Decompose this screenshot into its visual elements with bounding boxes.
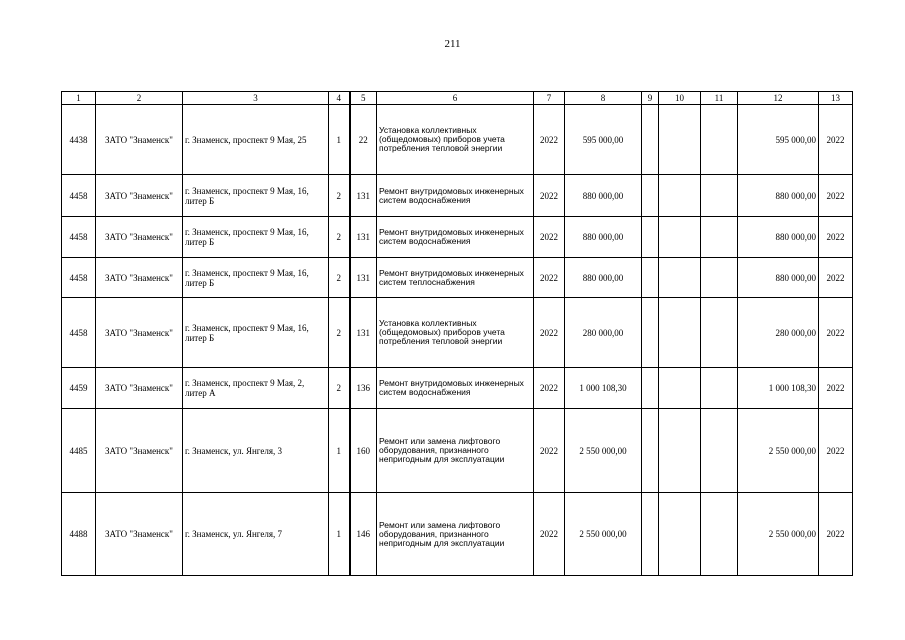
cell-number: 4458 — [62, 175, 96, 217]
table-row — [62, 258, 853, 298]
col-header: 3 — [183, 92, 329, 105]
cell-address: г. Знаменск, ул. Янгеля, 3 — [183, 409, 329, 493]
cell-address: г. Знаменск, проспект 9 Мая, 2, литер А — [183, 368, 329, 409]
cell-number: 4488 — [62, 493, 96, 576]
cell-col9 — [642, 175, 659, 217]
cell-municipality: ЗАТО "Знаменск" — [96, 175, 183, 217]
cell-year: 2022 — [534, 493, 565, 576]
cell-municipality: ЗАТО "Знаменск" — [96, 105, 183, 175]
cell-col4: 1 — [329, 105, 350, 175]
cell-col10 — [659, 175, 701, 217]
col-header: 11 — [701, 92, 738, 105]
cell-work-type: Ремонт или замена лифтового оборудования, признанного непригодным для эксплуатации — [377, 493, 534, 576]
cell-total: 880 000,00 — [738, 217, 819, 258]
cell-municipality: ЗАТО "Знаменск" — [96, 368, 183, 409]
cell-col5: 131 — [350, 298, 377, 368]
cell-number: 4458 — [62, 217, 96, 258]
cell-work-type: Установка коллективных (общедомовых) приборов учета потребления тепловой энергии — [377, 105, 534, 175]
cell-col11 — [701, 258, 738, 298]
cell-year: 2022 — [534, 175, 565, 217]
table-row — [62, 217, 853, 258]
cell-col10 — [659, 217, 701, 258]
cell-col4: 1 — [329, 409, 350, 493]
cell-total: 595 000,00 — [738, 105, 819, 175]
table-row — [62, 409, 853, 493]
table-row — [62, 298, 853, 368]
cell-col5: 131 — [350, 217, 377, 258]
table-row — [62, 105, 853, 175]
cell-year: 2022 — [534, 409, 565, 493]
cell-col4: 2 — [329, 368, 350, 409]
cell-work-type: Ремонт внутридомовых инженерных систем теплоснабжения — [377, 258, 534, 298]
cell-total: 1 000 108,30 — [738, 368, 819, 409]
cell-number: 4438 — [62, 105, 96, 175]
col-header: 9 — [642, 92, 659, 105]
col-header: 7 — [534, 92, 565, 105]
cell-year: 2022 — [534, 217, 565, 258]
cell-end-year: 2022 — [819, 105, 853, 175]
cell-number: 4458 — [62, 258, 96, 298]
cell-municipality: ЗАТО "Знаменск" — [96, 409, 183, 493]
cell-address: г. Знаменск, проспект 9 Мая, 16, литер Б — [183, 258, 329, 298]
cell-address: г. Знаменск, проспект 9 Мая, 16, литер Б — [183, 175, 329, 217]
cell-col9 — [642, 258, 659, 298]
cell-work-type: Ремонт внутридомовых инженерных систем водоснабжения — [377, 175, 534, 217]
cell-municipality: ЗАТО "Знаменск" — [96, 298, 183, 368]
cell-total: 2 550 000,00 — [738, 409, 819, 493]
cell-end-year: 2022 — [819, 258, 853, 298]
cell-year: 2022 — [534, 258, 565, 298]
col-header: 2 — [96, 92, 183, 105]
cell-col4: 2 — [329, 175, 350, 217]
col-header: 4 — [329, 92, 350, 105]
cell-end-year: 2022 — [819, 493, 853, 576]
cell-address: г. Знаменск, проспект 9 Мая, 25 — [183, 105, 329, 175]
cell-address: г. Знаменск, проспект 9 Мая, 16, литер Б — [183, 298, 329, 368]
cell-col4: 2 — [329, 217, 350, 258]
cell-municipality: ЗАТО "Знаменск" — [96, 493, 183, 576]
cell-cost: 2 550 000,00 — [565, 409, 642, 493]
cell-municipality: ЗАТО "Знаменск" — [96, 258, 183, 298]
cell-col11 — [701, 217, 738, 258]
cell-col10 — [659, 105, 701, 175]
cell-col9 — [642, 368, 659, 409]
cell-col11 — [701, 409, 738, 493]
cell-total: 2 550 000,00 — [738, 493, 819, 576]
col-header: 5 — [350, 92, 377, 105]
page-number: 211 — [444, 38, 461, 50]
cell-total: 280 000,00 — [738, 298, 819, 368]
cell-number: 4459 — [62, 368, 96, 409]
cell-cost: 880 000,00 — [565, 217, 642, 258]
cell-year: 2022 — [534, 368, 565, 409]
cell-address: г. Знаменск, ул. Янгеля, 7 — [183, 493, 329, 576]
cell-col4: 2 — [329, 258, 350, 298]
cell-col5: 136 — [350, 368, 377, 409]
cell-col10 — [659, 298, 701, 368]
table-row — [62, 493, 853, 576]
cell-col10 — [659, 258, 701, 298]
cell-col9 — [642, 105, 659, 175]
cell-cost: 280 000,00 — [565, 298, 642, 368]
table-row — [62, 175, 853, 217]
col-header: 1 — [62, 92, 96, 105]
cell-col11 — [701, 105, 738, 175]
cell-cost: 595 000,00 — [565, 105, 642, 175]
cell-number: 4485 — [62, 409, 96, 493]
cell-cost: 1 000 108,30 — [565, 368, 642, 409]
cell-municipality: ЗАТО "Знаменск" — [96, 217, 183, 258]
cell-total: 880 000,00 — [738, 175, 819, 217]
cell-work-type: Ремонт или замена лифтового оборудования, признанного непригодным для эксплуатации — [377, 409, 534, 493]
cell-work-type: Ремонт внутридомовых инженерных систем водоснабжения — [377, 368, 534, 409]
cell-end-year: 2022 — [819, 298, 853, 368]
table-row — [62, 368, 853, 409]
cell-end-year: 2022 — [819, 409, 853, 493]
cell-col11 — [701, 298, 738, 368]
cell-col11 — [701, 175, 738, 217]
cell-work-type: Ремонт внутридомовых инженерных систем водоснабжения — [377, 217, 534, 258]
cell-col10 — [659, 409, 701, 493]
cell-cost: 880 000,00 — [565, 258, 642, 298]
cell-year: 2022 — [534, 105, 565, 175]
header-row — [62, 92, 853, 105]
cell-col11 — [701, 368, 738, 409]
cell-col5: 131 — [350, 258, 377, 298]
cell-col5: 146 — [350, 493, 377, 576]
cell-end-year: 2022 — [819, 175, 853, 217]
cell-year: 2022 — [534, 298, 565, 368]
col-header: 8 — [565, 92, 642, 105]
col-header: 6 — [377, 92, 534, 105]
cell-col10 — [659, 493, 701, 576]
cell-cost: 880 000,00 — [565, 175, 642, 217]
cell-col9 — [642, 298, 659, 368]
cell-col4: 2 — [329, 298, 350, 368]
cell-col9 — [642, 493, 659, 576]
cell-col10 — [659, 368, 701, 409]
cell-col4: 1 — [329, 493, 350, 576]
cell-cost: 2 550 000,00 — [565, 493, 642, 576]
cell-col5: 131 — [350, 175, 377, 217]
cell-number: 4458 — [62, 298, 96, 368]
col-header: 12 — [738, 92, 819, 105]
data-table — [61, 91, 853, 576]
cell-end-year: 2022 — [819, 217, 853, 258]
cell-end-year: 2022 — [819, 368, 853, 409]
cell-address: г. Знаменск, проспект 9 Мая, 16, литер Б — [183, 217, 329, 258]
cell-col9 — [642, 409, 659, 493]
cell-col9 — [642, 217, 659, 258]
cell-col5: 22 — [350, 105, 377, 175]
cell-total: 880 000,00 — [738, 258, 819, 298]
cell-work-type: Установка коллективных (общедомовых) приборов учета потребления тепловой энергии — [377, 298, 534, 368]
col-header: 10 — [659, 92, 701, 105]
cell-col5: 160 — [350, 409, 377, 493]
col-header: 13 — [819, 92, 853, 105]
cell-col11 — [701, 493, 738, 576]
